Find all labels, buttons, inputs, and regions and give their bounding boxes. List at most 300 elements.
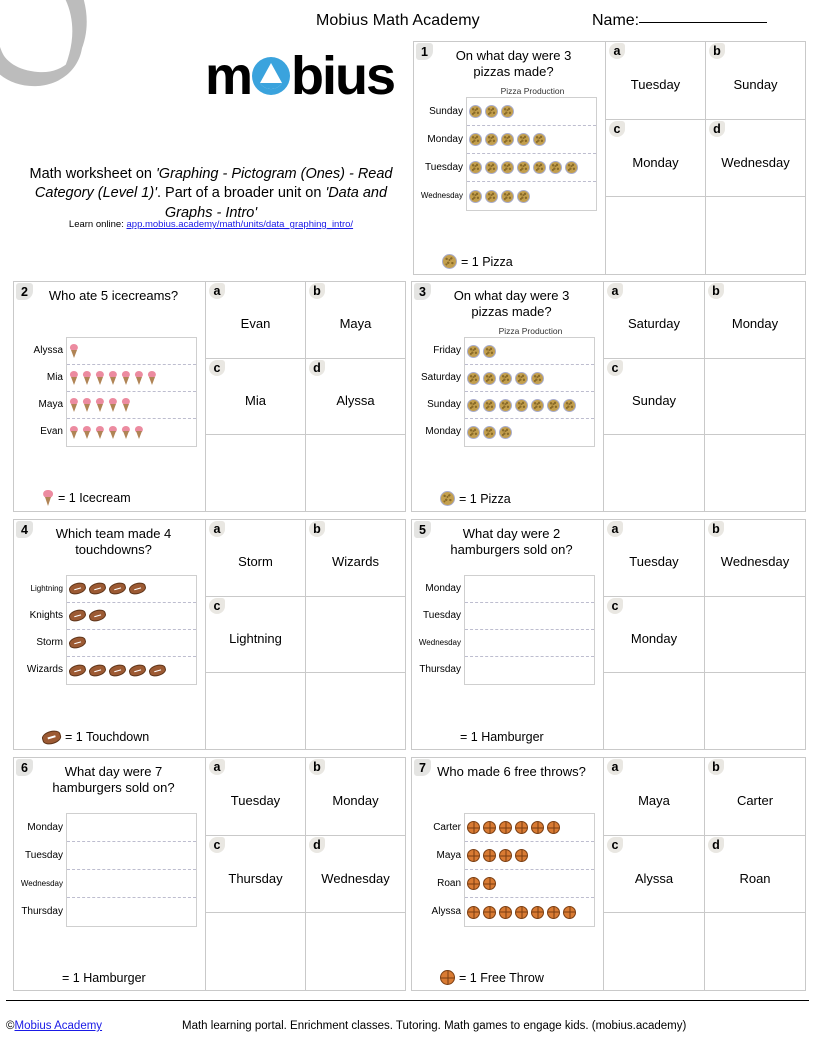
chart-category-labels — [18, 575, 66, 685]
question-box — [13, 281, 406, 512]
answer-option-c[interactable] — [206, 836, 305, 913]
icecream-icon — [108, 426, 118, 440]
football-icon — [68, 608, 87, 623]
chart-category-label: Sunday — [429, 105, 463, 117]
chart-category-label: Mia — [46, 372, 63, 383]
chart-plot-area — [66, 575, 197, 685]
icecream-cone — [149, 377, 155, 385]
football-icon — [108, 663, 127, 678]
chart-row — [467, 98, 596, 126]
question-box — [13, 757, 406, 991]
answer-option-c[interactable] — [604, 836, 704, 913]
answer-option-empty — [305, 913, 405, 990]
chart-category-label: Monday — [27, 821, 63, 833]
answer-letter-badge: b — [309, 759, 325, 775]
basketball-icon — [499, 821, 512, 834]
hamburger-icon — [467, 610, 481, 623]
learn-online-link[interactable]: app.mobius.academy/math/units/data_graphing_intro/ — [126, 219, 354, 230]
hamburger-icon — [137, 821, 151, 834]
icecream-cone — [97, 404, 103, 412]
basketball-icon — [467, 849, 480, 862]
icecream-icon — [82, 398, 92, 412]
answer-row — [206, 912, 405, 990]
answer-option-a[interactable] — [604, 520, 704, 596]
chart-title — [62, 326, 203, 336]
icecream-cone — [71, 350, 77, 358]
answer-option-text: Wednesday — [721, 154, 790, 170]
pizza-icon — [483, 372, 496, 385]
chart-category-label: Monday — [425, 426, 461, 437]
answer-letter-badge: b — [708, 759, 724, 775]
answer-option-text: Sunday — [733, 76, 778, 92]
basketball-icon — [467, 906, 480, 919]
student-name-field[interactable] — [592, 12, 767, 30]
chart-row — [67, 898, 196, 926]
chart-legend-label: = 1 Hamburger — [460, 729, 544, 744]
answer-option-empty — [305, 435, 405, 511]
answer-option-a[interactable] — [206, 758, 305, 835]
answer-option-empty — [704, 597, 805, 673]
football-icon — [128, 663, 147, 678]
hamburger-icon — [467, 637, 481, 650]
answer-option-c[interactable] — [206, 597, 305, 673]
pizza-icon — [531, 399, 544, 412]
pizza-icon — [515, 372, 528, 385]
icecream-cone — [84, 404, 90, 412]
hamburger-icon — [69, 821, 83, 834]
pizza-icon — [483, 345, 496, 358]
basketball-icon — [483, 849, 496, 862]
football-icon — [148, 663, 167, 678]
chart-category-label: Roan — [437, 877, 461, 889]
answer-option-text: Sunday — [631, 393, 677, 408]
basketball-icon — [515, 906, 528, 919]
answer-row — [206, 835, 405, 913]
chart-legend — [440, 970, 601, 985]
icecream-icon — [82, 426, 92, 440]
basketball-icon — [483, 906, 496, 919]
icecream-cone — [97, 431, 103, 439]
answer-options-grid — [206, 520, 405, 749]
name-underline — [639, 22, 767, 23]
answer-letter-badge: d — [709, 121, 725, 137]
pizza-icon — [533, 161, 546, 174]
icecream-icon — [69, 371, 79, 385]
icecream-icon — [121, 398, 131, 412]
answer-letter-badge: b — [708, 521, 724, 537]
pizza-icon — [469, 133, 482, 146]
chart-category-label: Evan — [40, 426, 63, 437]
chart-legend — [440, 491, 601, 506]
question-prompt: Who ate 5 icecreams? — [48, 288, 179, 303]
question-number-badge: 7 — [414, 759, 431, 776]
pizza-icon — [517, 133, 530, 146]
basketball-icon — [515, 821, 528, 834]
icecream-cone — [110, 404, 116, 412]
chart-row — [67, 338, 196, 365]
pizza-icon — [501, 161, 514, 174]
answer-option-c[interactable] — [206, 359, 305, 435]
chart-category-label: Tuesday — [25, 849, 63, 861]
answer-option-text: Roan — [739, 870, 771, 886]
pizza-icon — [501, 190, 514, 203]
answer-options-grid — [604, 282, 805, 511]
answer-option-d[interactable] — [305, 359, 405, 435]
hamburger-icon — [103, 849, 117, 862]
desc-middle: . Part of a broader unit on — [156, 185, 326, 202]
pizza-icon — [467, 426, 480, 439]
basketball-icon — [499, 849, 512, 862]
chart-legend-label: = 1 Free Throw — [459, 970, 544, 985]
answer-options-grid — [206, 758, 405, 990]
answer-option-d[interactable] — [705, 120, 805, 197]
icecream-cone — [71, 431, 77, 439]
chart-title — [460, 802, 601, 812]
icecream-cone — [123, 404, 129, 412]
chart-row — [467, 126, 596, 154]
pizza-icon — [499, 426, 512, 439]
answer-letter-badge: a — [607, 759, 623, 775]
answer-option-d[interactable] — [305, 836, 405, 913]
chart-row — [465, 657, 594, 684]
hamburger-icon — [120, 849, 134, 862]
answer-option-a[interactable] — [604, 282, 704, 358]
answer-option-b[interactable] — [704, 758, 805, 835]
icecream-cone — [84, 431, 90, 439]
question-panel — [414, 42, 606, 274]
answer-option-text: Monday — [630, 631, 678, 646]
pizza-icon — [547, 399, 560, 412]
answer-option-a[interactable] — [206, 520, 305, 596]
chart-row — [67, 419, 196, 446]
chart-legend — [42, 730, 203, 744]
answer-letter-badge: d — [309, 360, 325, 376]
icecream-icon — [82, 371, 92, 385]
answer-option-text: Monday — [632, 154, 679, 170]
answer-option-a[interactable] — [606, 42, 705, 119]
answer-option-c[interactable] — [604, 359, 704, 435]
answer-option-text: Alyssa — [336, 393, 375, 408]
chart-row — [465, 365, 594, 392]
answer-option-b[interactable] — [704, 520, 805, 596]
hamburger-icon — [484, 637, 498, 650]
answer-option-empty — [305, 673, 405, 749]
chart-row — [465, 576, 594, 603]
answer-option-text: Mia — [245, 393, 266, 408]
answer-row — [606, 196, 805, 274]
icecream-cone — [71, 377, 77, 385]
icecream-cone — [123, 431, 129, 439]
chart-legend-label: = 1 Touchdown — [65, 730, 150, 744]
football-icon — [68, 663, 87, 678]
answer-letter-badge: b — [709, 43, 725, 59]
pizza-icon — [517, 161, 530, 174]
question-box — [411, 281, 806, 512]
chart-row — [67, 603, 196, 630]
chart-row — [465, 898, 594, 926]
pizza-icon — [483, 399, 496, 412]
chart-row — [465, 630, 594, 657]
answer-letter-badge: d — [708, 837, 724, 853]
chart-row — [67, 576, 196, 603]
answer-row — [206, 520, 405, 596]
question-prompt: On what day were 3 pizzas made? — [453, 288, 570, 319]
chart-category-label: Thursday — [21, 905, 63, 917]
answer-letter-badge: d — [309, 837, 325, 853]
chart-category-label: Wednesday — [20, 878, 63, 888]
answer-options-grid — [606, 42, 805, 274]
chart-legend — [42, 970, 203, 985]
icecream-cone — [45, 497, 51, 506]
pizza-icon — [485, 161, 498, 174]
hamburger-icon — [154, 821, 168, 834]
pizza-icon — [469, 190, 482, 203]
icecream-icon — [134, 371, 144, 385]
answer-option-c[interactable] — [604, 597, 704, 673]
answer-option-text: Tuesday — [630, 76, 681, 92]
answer-option-c[interactable] — [606, 120, 705, 197]
chart-title: Pizza Production — [500, 86, 565, 96]
chart-legend-label: = 1 Icecream — [58, 490, 131, 505]
chart-category-label: Maya — [436, 849, 461, 861]
chart-category-label: Alyssa — [431, 905, 461, 917]
chart-legend — [442, 254, 603, 269]
hamburger-icon — [518, 637, 532, 650]
copyright-symbol: © — [6, 1020, 15, 1032]
football-icon — [41, 728, 63, 745]
answer-row — [206, 758, 405, 835]
answer-option-b[interactable] — [305, 520, 405, 596]
question-panel — [412, 282, 604, 511]
question-number-badge: 4 — [16, 521, 33, 538]
chart-title — [62, 802, 203, 812]
answer-letter-badge: c — [209, 598, 225, 614]
pizza-icon — [565, 161, 578, 174]
chart-row — [67, 365, 196, 392]
chart-category-label: Knights — [29, 610, 63, 621]
mobius-swoosh-decoration — [0, 0, 114, 102]
answer-option-text: Saturday — [627, 316, 681, 332]
chart-legend-label: = 1 Pizza — [459, 491, 511, 506]
pictogram-chart — [416, 86, 603, 249]
chart-category-label: Maya — [38, 399, 63, 410]
icecream-icon — [108, 398, 118, 412]
basketball-icon — [547, 821, 560, 834]
answer-option-empty — [704, 359, 805, 435]
chart-category-labels — [416, 337, 464, 447]
question-number-badge: 3 — [414, 283, 431, 300]
answer-option-empty — [704, 435, 805, 511]
answer-option-empty — [704, 673, 805, 749]
chart-category-label: Tuesday — [425, 161, 463, 173]
hamburger-icon — [103, 821, 117, 834]
chart-row — [67, 392, 196, 419]
footer-divider — [6, 1000, 809, 1001]
hamburger-icon — [137, 849, 151, 862]
chart-row — [67, 630, 196, 657]
answer-option-a[interactable] — [604, 758, 704, 835]
question-number-badge: 5 — [414, 521, 431, 538]
icecream-cone — [123, 377, 129, 385]
chart-row — [467, 182, 596, 210]
chart-row — [465, 338, 594, 365]
chart-title — [460, 564, 601, 574]
answer-option-empty — [705, 197, 805, 274]
answer-letter-badge: a — [209, 521, 225, 537]
answer-option-empty — [704, 913, 805, 990]
chart-row — [67, 814, 196, 842]
logo-text-post: bius — [291, 46, 395, 106]
question-box — [413, 41, 806, 275]
chart-plot-area — [464, 813, 595, 927]
chart-category-label: Wednesday — [420, 190, 463, 200]
answer-option-b[interactable] — [704, 282, 805, 358]
pizza-icon — [467, 372, 480, 385]
football-icon — [88, 608, 107, 623]
answer-row — [606, 42, 805, 119]
answer-option-a[interactable] — [206, 282, 305, 358]
chart-category-label: Alyssa — [33, 345, 63, 356]
chart-category-label: Monday — [425, 583, 461, 594]
chart-legend-label: = 1 Hamburger — [62, 970, 146, 985]
mobius-academy-link[interactable]: Mobius Academy — [14, 1020, 103, 1032]
pizza-icon — [467, 399, 480, 412]
icecream-icon — [69, 344, 79, 358]
chart-plot-area — [464, 575, 595, 685]
answer-letter-badge: c — [209, 837, 225, 853]
mobius-logo — [205, 48, 394, 104]
question-panel — [14, 282, 206, 511]
question-box — [13, 519, 406, 750]
chart-category-label: Monday — [427, 133, 463, 145]
football-icon — [128, 581, 147, 596]
question-panel — [412, 520, 604, 749]
chart-row — [465, 419, 594, 446]
basketball-icon — [515, 849, 528, 862]
icecream-icon — [69, 426, 79, 440]
icecream-icon — [134, 426, 144, 440]
chart-category-labels — [418, 97, 466, 211]
chart-row — [465, 842, 594, 870]
pizza-icon — [499, 372, 512, 385]
chart-category-labels — [416, 575, 464, 685]
basketball-icon — [531, 821, 544, 834]
page-title: Mobius Math Academy — [316, 12, 480, 29]
answer-option-b[interactable] — [305, 758, 405, 835]
chart-legend — [42, 490, 203, 506]
hamburger-icon — [86, 849, 100, 862]
icecream-cone — [136, 431, 142, 439]
pizza-icon — [442, 254, 457, 269]
pictogram-chart — [414, 802, 601, 965]
answer-option-text: Evan — [240, 316, 271, 332]
answer-option-text: Tuesday — [629, 554, 679, 570]
answer-option-b[interactable] — [305, 282, 405, 358]
answer-option-b[interactable] — [705, 42, 805, 119]
chart-category-labels — [18, 337, 66, 447]
answer-row — [606, 119, 805, 197]
chart-category-label: Wednesday — [418, 638, 461, 647]
pizza-icon — [531, 372, 544, 385]
pizza-icon — [563, 399, 576, 412]
chart-category-label: Storm — [36, 637, 63, 648]
basketball-icon — [499, 906, 512, 919]
pizza-icon — [485, 190, 498, 203]
chart-category-label: Saturday — [420, 372, 461, 383]
answer-option-empty — [206, 913, 305, 990]
question-number-badge: 1 — [416, 43, 433, 60]
answer-letter-badge: a — [607, 521, 623, 537]
answer-option-text: Maya — [638, 792, 670, 808]
chart-category-label: Lightning — [30, 584, 63, 593]
chart-body — [416, 813, 601, 927]
answer-row — [604, 758, 805, 835]
question-panel — [14, 520, 206, 749]
basketball-icon — [547, 906, 560, 919]
pizza-icon — [517, 190, 530, 203]
question-prompt: Who made 6 free throws? — [437, 764, 586, 779]
icecream-icon — [147, 371, 157, 385]
logo-droplet-icon — [251, 56, 291, 96]
pictogram-chart — [414, 564, 601, 724]
pizza-icon — [499, 399, 512, 412]
chart-category-label: Thursday — [419, 664, 461, 675]
question-prompt: Which team made 4 touchdowns? — [55, 526, 172, 557]
chart-body — [416, 337, 601, 447]
answer-option-text: Carter — [736, 792, 774, 808]
answer-letter-badge: c — [609, 121, 625, 137]
answer-row — [604, 672, 805, 749]
answer-row — [206, 434, 405, 511]
answer-letter-badge: c — [607, 837, 623, 853]
basketball-icon — [563, 906, 576, 919]
football-icon — [88, 663, 107, 678]
football-icon — [68, 635, 87, 650]
football-icon — [68, 581, 87, 596]
answer-option-text: Wednesday — [321, 870, 390, 886]
chart-row — [67, 870, 196, 898]
chart-title: Pizza Production — [498, 326, 563, 336]
question-number-badge: 6 — [16, 759, 33, 776]
hamburger-icon — [484, 610, 498, 623]
desc-topic: 'Graphing - Pictogram (Ones) - Read Category (Level 1)' — [34, 166, 393, 202]
icecream-icon — [69, 398, 79, 412]
hamburger-icon — [518, 664, 532, 677]
chart-row — [465, 814, 594, 842]
hamburger-icon — [467, 664, 481, 677]
chart-plot-area — [464, 337, 595, 447]
answer-option-d[interactable] — [704, 836, 805, 913]
answer-option-text: Wizards — [332, 554, 379, 570]
answer-letter-badge: b — [309, 521, 325, 537]
answer-row — [604, 520, 805, 596]
answer-option-empty — [305, 597, 405, 673]
answer-letter-badge: b — [309, 283, 325, 299]
answer-option-empty — [604, 673, 704, 749]
answer-option-empty — [604, 435, 704, 511]
chart-plot-area — [466, 97, 597, 211]
logo-text-pre: m — [205, 46, 252, 106]
hamburger-icon — [501, 664, 515, 677]
basketball-icon — [483, 877, 496, 890]
basketball-icon — [531, 906, 544, 919]
learn-label: Learn online: — [68, 219, 127, 230]
basketball-icon — [483, 821, 496, 834]
answer-option-text: Alyssa — [634, 870, 674, 886]
answer-option-text: Lightning — [229, 631, 282, 646]
icecream-icon — [95, 371, 105, 385]
chart-body — [416, 575, 601, 685]
